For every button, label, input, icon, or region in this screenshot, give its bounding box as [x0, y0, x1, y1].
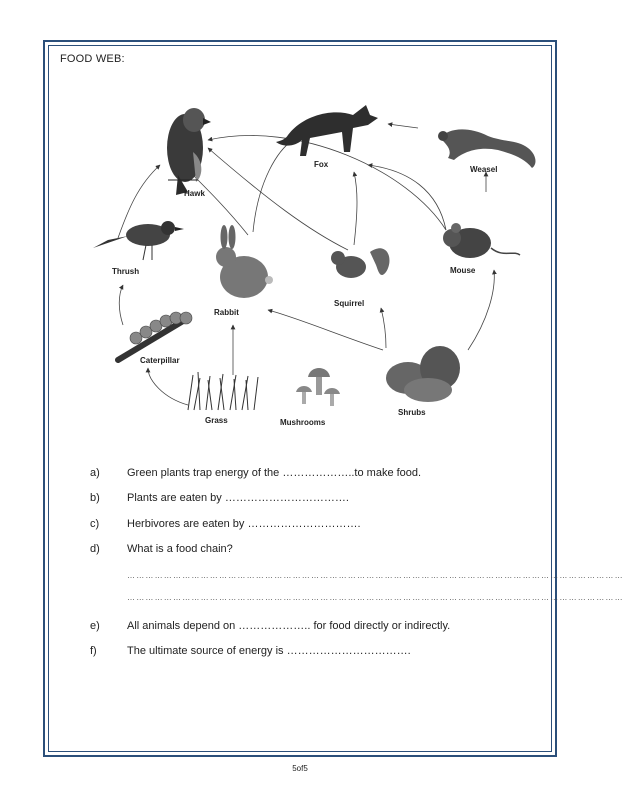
arrow-squirrel-to-fox: [354, 172, 357, 245]
rabbit-illustration: [216, 225, 273, 298]
question-letter: f): [90, 645, 97, 657]
answer-line: ………………………………………………………………………………………………………………………………………………: [127, 593, 624, 602]
question-text: What is a food chain?: [127, 543, 233, 555]
grass-illustration: [188, 372, 258, 410]
answer-line: ………………………………………………………………………………………………………………………………………………: [127, 571, 624, 580]
arrow-mouse-to-hawk: [208, 136, 446, 230]
mouse-illustration: [443, 223, 520, 258]
rabbit-label: Rabbit: [214, 308, 239, 317]
thrush-label: Thrush: [112, 267, 140, 276]
page-title: FOOD WEB:: [60, 53, 125, 65]
page-number: 5of5: [292, 764, 308, 773]
grass-label: Grass: [205, 416, 228, 425]
arrow-rabbit-to-fox: [253, 140, 293, 232]
question-letter: c): [90, 518, 100, 530]
question-letter: b): [90, 492, 100, 504]
arrow-grass-to-caterpillar: [148, 368, 188, 405]
question-text: Herbivores are eaten by ………………………….: [127, 518, 361, 530]
shrubs-illustration: [386, 346, 460, 402]
mushrooms-illustration: [296, 368, 340, 406]
arrow-mouse-to-fox: [368, 165, 446, 230]
fox-label: Fox: [314, 160, 329, 169]
weasel-illustration: [438, 129, 535, 168]
question-text: Plants are eaten by …………………………….: [127, 492, 349, 504]
question-letter: d): [90, 543, 100, 555]
hawk-label: Hawk: [184, 189, 205, 198]
caterpillar-label: Caterpillar: [140, 356, 180, 365]
arrow-shrubs-to-rabbit: [268, 310, 383, 350]
question-text: The ultimate source of energy is …………………………….: [127, 645, 411, 657]
mushrooms-label: Mushrooms: [280, 418, 326, 427]
squirrel-illustration: [331, 248, 389, 278]
caterpillar-illustration: [118, 312, 192, 360]
question-letter: a): [90, 467, 100, 479]
shrubs-label: Shrubs: [398, 408, 426, 417]
arrow-shrubs-to-squirrel: [381, 308, 386, 348]
weasel-label: Weasel: [470, 165, 498, 174]
squirrel-label: Squirrel: [334, 299, 365, 308]
question-letter: e): [90, 620, 100, 632]
arrow-weasel-to-fox: [388, 124, 418, 128]
question-text: All animals depend on ……………….. for food directly or indirectly.: [127, 620, 451, 632]
food-web-diagram: [48, 80, 552, 440]
arrow-shrubs-to-mouse: [468, 270, 494, 350]
question-text: Green plants trap energy of the ………………..to make food.: [127, 467, 422, 479]
thrush-illustration: [93, 221, 184, 260]
mouse-label: Mouse: [450, 266, 476, 275]
arrow-caterpillar-to-thrush: [119, 285, 123, 325]
hawk-illustration: [167, 108, 211, 195]
